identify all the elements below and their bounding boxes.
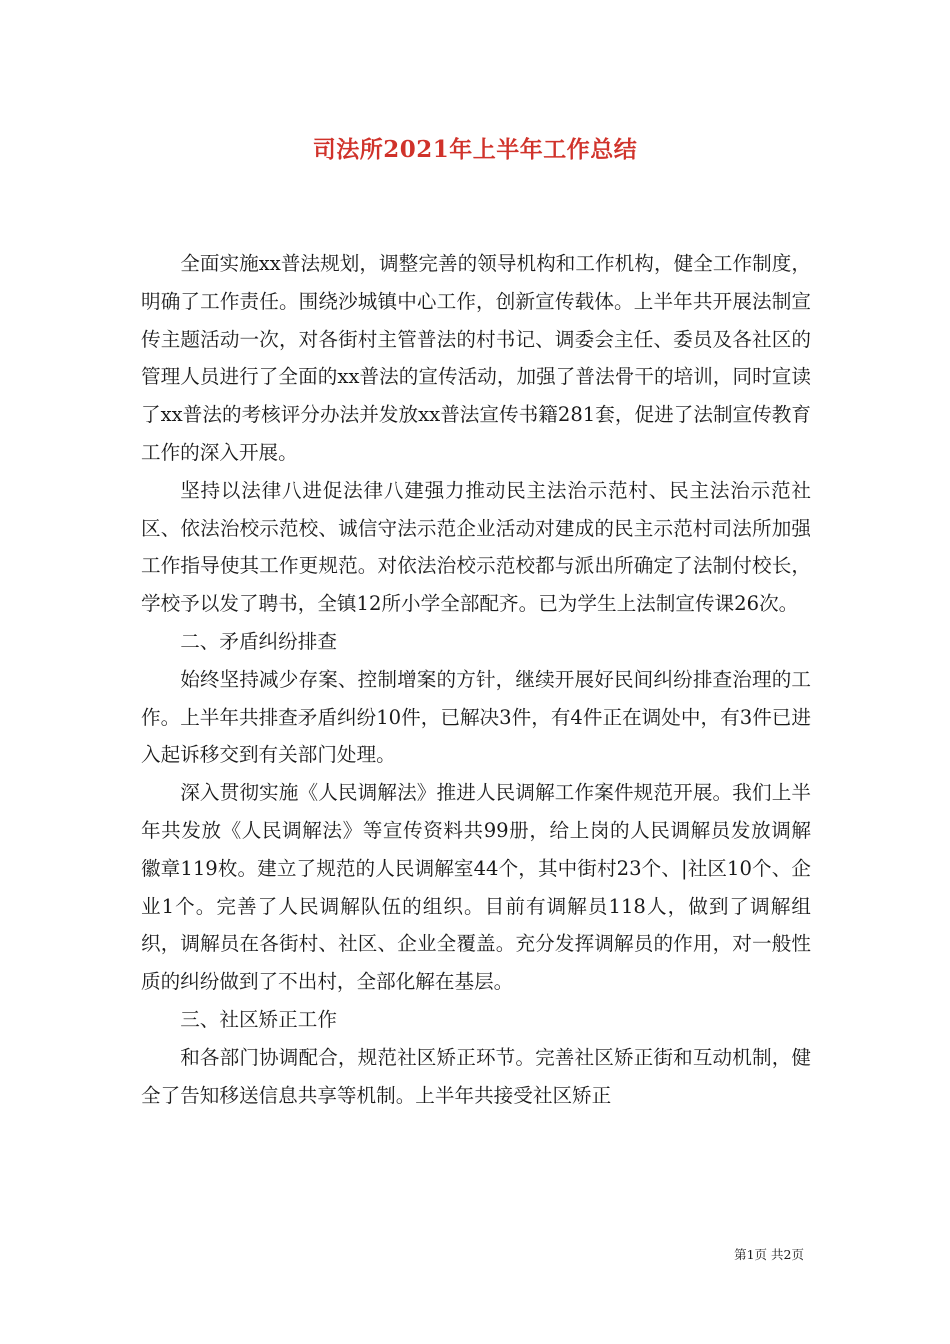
document-body — [141, 245, 811, 1114]
paragraph-correction: 和各部门协调配合，规范社区矫正环节。完善社区矫正街和互动机制，健全了告知移送信息共享等机制。上半年共接受社区矫正 — [141, 1045, 811, 1107]
paragraph-publicity: 全面实施xx普法规划，调整完善的领导机构和工作机构，健全工作制度，明确了工作责任。围绕沙城镇中心工作，创新宣传载体。上半年共开展法制宣传主题活动一次，对各街村主管普法的村书记、调委会主任、委员及各社区的管理人员进行了全面的xx普法的宣传活动，加强了普法骨干的培训，同时宣读了xx普法的考核评分办法并发放xx普法宣传书籍281套，促进了法制宣传教育工作的深入开展。 — [141, 252, 811, 464]
paragraph-demonstration: 坚持以法律八进促法律八建强力推动民主法治示范村、民主法治示范社区、依法治校示范校、诚信守法示范企业活动对建成的民主示范村司法所加强工作指导使其工作更规范。对依法治校示范校都与派出所确定了法制付校长，学校予以发了聘书，全镇12所小学全部配齐。已为学生上法制宣传课26次。 — [141, 478, 811, 616]
paragraph-dispute: 始终坚持减少存案、控制增案的方针，继续开展好民间纠纷排查治理的工作。上半年共排查矛盾纠纷10件，已解决3件，有4件正在调处中，有3件已进入起诉移交到有关部门处理。 — [141, 667, 811, 767]
paragraph-mediation: 深入贯彻实施《人民调解法》推进人民调解工作案件规范开展。我们上半年共发放《人民调解法》等宣传资料共99册，给上岗的人民调解员发放调解徽章119枚。建立了规范的人民调解室44个，其中街村23个、|社区10个、企业1个。完善了人民调解队伍的组织。目前有调解员118人，做到了调解组织，调解员在各街村、社区、企业全覆盖。充分发挥调解员的作用，对一般性质的纠纷做到了不出村，全部化解在基层。 — [141, 781, 811, 994]
page-number: 第1页 共2页 — [734, 1247, 804, 1262]
section-heading-dispute: 二、矛盾纠纷排查 — [180, 629, 337, 653]
section-heading-correction: 三、社区矫正工作 — [180, 1007, 337, 1031]
document-title: 司法所2021年上半年工作总结 — [312, 136, 638, 163]
